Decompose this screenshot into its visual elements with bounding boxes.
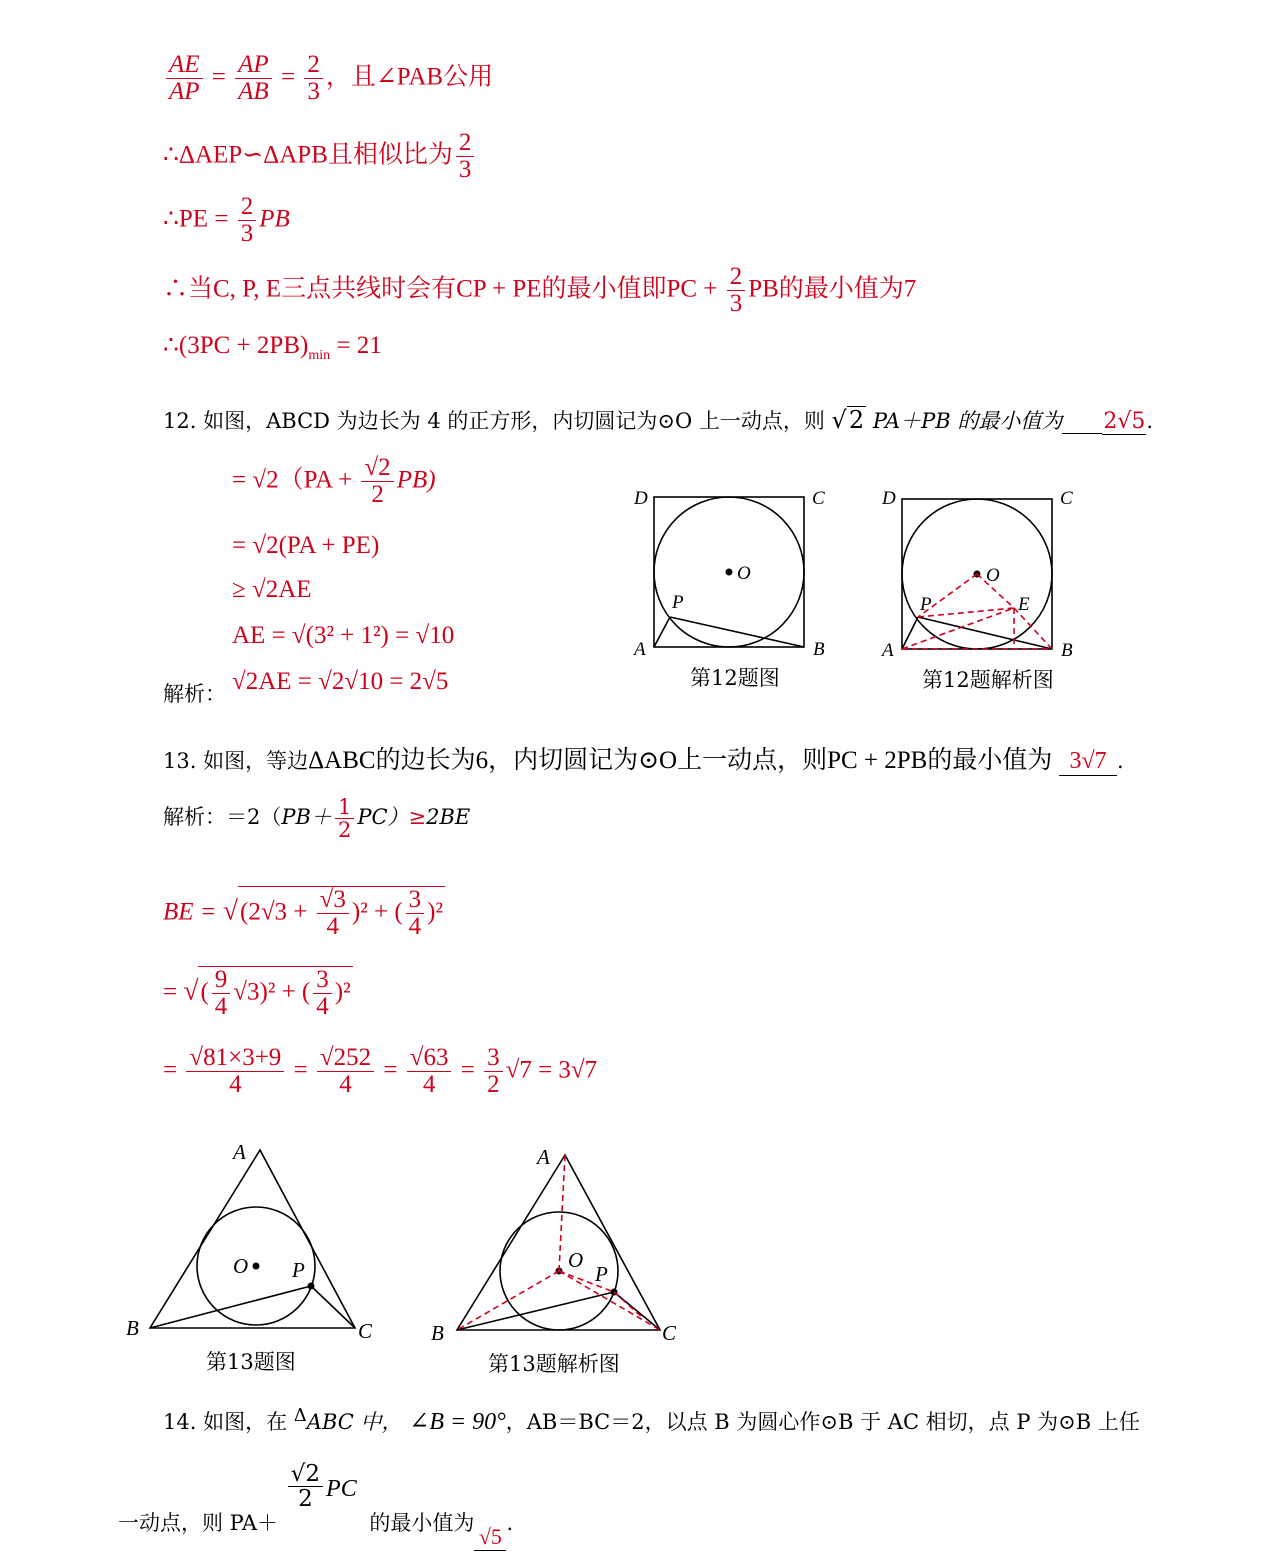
q12-figure [620,480,840,660]
q13-question-mid: ΔABC的边长为6，内切圆记为⊙O上一动点，则PC + 2PB的最小值为 [308,747,1053,774]
q13-analysis-label: 解析：＝2（ [163,805,282,830]
top-line4-head: ∴当C, P, E三点共线时会有CP + PE的最小值即PC + [163,275,718,303]
q13-eq3-den1: 4 [229,1071,242,1099]
q13-be-line: BE = √(2√3 + $\frac{√3}{4}$ )² + ( $\frac{3}{4}$ )² [163,886,443,941]
q13-analysis-end: 2BE [426,805,471,830]
q13-eq3-den3: 4 [422,1071,436,1099]
q12-step2: = √2(PA + PE) [232,532,380,559]
top-line1: $\frac{AE}{AP}$ = $\frac{AP}{AB}$ = $\frac{2}{3}$ ，且∠PAB公用 [163,52,493,106]
q13-question-text: 如图，等边 [203,749,309,773]
q14-answer: √5 [474,1524,506,1551]
q13-be-label: BE = [163,898,217,926]
q14-question: 14. 如图，在 ΔABC 中， ∠B = 90°，AB＝BC＝2，以点 B 为圆心作⊙B 于 AC 相切，点 P 为⊙B 上任 [163,1405,1140,1435]
q12a-fig-label-A: A [882,640,894,660]
q12a-fig-label-D: D [882,488,896,509]
q12-fig-label-P: P [672,592,684,613]
top-line5-text: ∴(3PC + 2PB) [163,332,309,359]
q12-answer: 2√5 [1103,409,1146,434]
q13-fig2-caption: 第13题解析图 [488,1352,620,1376]
q12-analysis-figure [868,480,1088,660]
q13a-fig-label-P: P [595,1262,608,1286]
q13-analysis-ge: ≥ [408,805,427,830]
top-line3-tail: PB [259,205,290,233]
q13a-fig-label-O: O [568,1248,584,1272]
q13-figure [120,1135,390,1345]
q13-eq3-tail: √7 = 3√7 [505,1056,598,1084]
q12-question: 12. 如图，ABCD 为边长为 4 的正方形，内切圆记为⊙O 上一动点，则 √2 PA＋PB 的最小值为 2√5. [163,406,1154,434]
q13-number: 13 [163,749,190,773]
q13-question: 13. 如图，等边ΔABC的边长为6，内切圆记为⊙O上一动点，则PC + 2PB的最小值为 3√7 . [163,747,1124,774]
q14-number: 14 [163,1410,190,1434]
q12-fig-label-C: C [812,488,825,509]
top-line5 [163,330,382,364]
q12a-fig-label-C: C [1060,488,1073,509]
q13-eq3-num1: 81×3+9 [203,1044,282,1071]
q13-fig-label-P: P [292,1258,305,1282]
q14-line2-b: PC [326,1476,357,1502]
q12a-fig-label-E: E [1018,594,1030,615]
q14-line2: 一动点，则 PA＋ $\frac{√2}{2}$ PC 的最小值为√5. [118,1461,514,1549]
q14-line2-a: 一动点，则 PA＋ [118,1511,279,1535]
q13a-fig-label-A: A [537,1145,550,1169]
q13-analysis-mid: PB＋ [281,805,332,830]
q12-number: 12 [163,409,190,433]
q12-fig-label-D: D [634,488,648,509]
top-line4: ∴当C, P, E三点共线时会有CP + PE的最小值即PC + $\frac{2}{3}$ PB的最小值为7 [163,263,917,318]
q12-fig-label-O: O [737,563,751,584]
q14-question-b: ABC 中， [306,1410,403,1434]
q13-fig-caption: 第13题图 [206,1350,296,1374]
q12a-fig-label-B: B [1061,640,1073,660]
q12-step3: ≥ √2AE [232,576,312,603]
q13-eq2-label: = [163,978,178,1006]
q14-question-a: 如图，在 [203,1410,288,1434]
q13a-fig-label-C: C [662,1321,677,1345]
q12-fig-label-A: A [634,639,646,660]
q13-analysis: 解析：＝2（PB＋ $\frac{1}{2}$ PC）≥2BE [163,795,471,843]
top-line1-suffix: ，且∠PAB公用 [325,63,494,91]
q13-analysis-figure [425,1140,700,1350]
q12-step4: AE = √(3² + 1²) = √10 [232,622,455,649]
top-line5-tail: = 21 [330,332,382,359]
top-line2-text: ∴ΔAEP∽ΔAPB且相似比为 [163,141,453,169]
q13a-fig-label-B: B [431,1321,444,1345]
q13-answer: 3√7 [1059,748,1117,776]
q12a-fig-label-O: O [986,565,1000,586]
q13-eq3-den2: 4 [339,1071,352,1099]
q13-analysis-tail: PC） [357,805,409,830]
q12-question-text: 如图，ABCD 为边长为 4 的正方形，内切圆记为⊙O 上一动点，则 [203,409,825,433]
q13-eq3-den4: 2 [487,1071,500,1099]
q14-question-angle: ∠B = 90° [409,1409,506,1435]
top-line5-sub: min [308,348,331,363]
q13-eq3-num3: 63 [423,1044,449,1071]
q12-fig-caption: 第12题图 [690,666,780,690]
q13-fig-label-A: A [233,1140,246,1164]
q13-fig-label-O: O [233,1254,249,1278]
q13-eq3-num4: 3 [484,1045,503,1072]
q12-step1-text: = √2（PA + [232,466,353,494]
q12-step1: = √2（PA + $\frac{√2}{2}$ PB) [232,454,436,509]
q12-step1-tail: PB) [396,466,436,494]
q14-question-c: ，AB＝BC＝2，以点 B 为圆心作⊙B 于 AC 相切，点 P 为⊙B 上任 [505,1410,1140,1434]
q13-eq-line2: = √( $\frac{9}{4}$ √3)² + ( $\frac{3}{4}$ )² [163,966,351,1021]
q12-analysis-label: 解析： [163,682,226,706]
top-line3-text: ∴PE = [163,205,229,233]
top-line4-tail: PB的最小值为7 [748,275,917,303]
q12-fig-label-B: B [813,639,825,660]
q12-fig2-caption: 第12题解析图 [922,668,1054,692]
q12-question-tail: PA＋PB 的最小值为 [872,409,1063,433]
q14-line2-c: 的最小值为 [369,1511,475,1535]
q12a-fig-label-P: P [920,594,932,615]
q13-eq-line3: = $\frac{√81\times 3+9}{4}$ = $\frac{√252}{4}$ = $\frac{√63}{4}$ = $\frac{3}{2}$ √7 = 3√7 [163,1044,598,1099]
top-line2: ∴ΔAEP∽ΔAPB且相似比为 $\frac{2}{3}$ [163,130,477,184]
q13-fig-label-C: C [358,1319,373,1343]
top-line3: ∴PE = $\frac{2}{3}$ PB [163,193,290,248]
q13-fig-label-B: B [126,1316,139,1340]
q12-step5: √2AE = √2√10 = 2√5 [232,668,449,695]
q13-eq3-num2: 252 [333,1044,372,1071]
